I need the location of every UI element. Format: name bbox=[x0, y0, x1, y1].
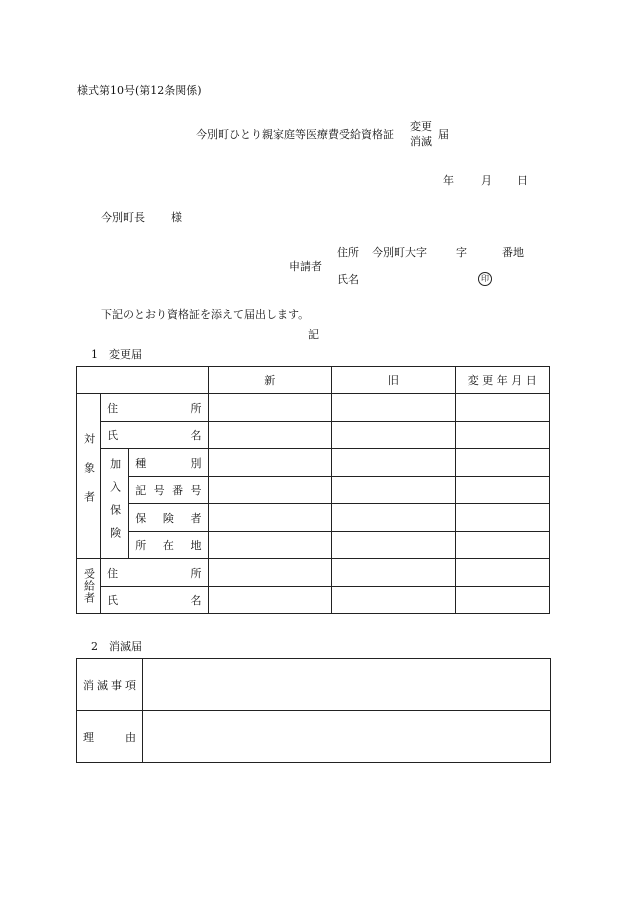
row-address-text: 住 所 bbox=[107, 401, 202, 415]
title-suffix: 届 bbox=[438, 128, 449, 141]
target-group-cell bbox=[77, 394, 101, 559]
ki-label: 記 bbox=[308, 328, 319, 341]
insurance-group-label: 加入保険 bbox=[108, 457, 122, 550]
location-new-cell[interactable] bbox=[208, 532, 332, 559]
row-address-label bbox=[107, 400, 201, 416]
address-old-cell[interactable] bbox=[332, 394, 456, 422]
form-number: 様式第10号(第12条関係) bbox=[77, 84, 202, 97]
r-name-date-cell[interactable] bbox=[455, 587, 549, 614]
row-symbol-label-cell bbox=[129, 477, 208, 504]
statement: 下記のとおり資格証を添えて届出します。 bbox=[101, 308, 310, 321]
r-address-old-cell[interactable] bbox=[332, 559, 456, 587]
target-group-label: 対象者 bbox=[82, 432, 96, 520]
document-title: 今別町ひとり親家庭等医療費受給資格証 bbox=[196, 128, 394, 141]
recipient-group-cell bbox=[77, 559, 101, 614]
date-day: 日 bbox=[517, 174, 528, 187]
insurer-old-cell[interactable] bbox=[332, 504, 456, 532]
section1-heading: 1 変更届 bbox=[91, 348, 142, 361]
applicant-aza: 字 bbox=[456, 246, 467, 259]
type-new-cell[interactable] bbox=[208, 449, 332, 477]
row-insurer-text: 保 険 者 bbox=[135, 511, 202, 525]
row-r-address-text: 住 所 bbox=[107, 566, 202, 580]
row-type-text: 種 別 bbox=[135, 456, 202, 470]
symbol-date-cell[interactable] bbox=[455, 477, 549, 504]
applicant-address-label: 住所 bbox=[337, 246, 359, 259]
r-name-new-cell[interactable] bbox=[208, 587, 332, 614]
name-old-cell[interactable] bbox=[332, 422, 456, 449]
r-address-new-cell[interactable] bbox=[208, 559, 332, 587]
insurance-group-cell bbox=[101, 449, 129, 559]
row-symbol-text: 記 号 番 号 bbox=[135, 484, 202, 497]
title-option-change: 変更 bbox=[410, 120, 432, 133]
row-insurer-label-cell bbox=[129, 504, 208, 532]
row-name-label-cell bbox=[101, 422, 208, 449]
row-reason-text: 理 由 bbox=[83, 730, 136, 744]
row-matter-text: 消 滅 事 項 bbox=[83, 678, 136, 692]
location-old-cell[interactable] bbox=[332, 532, 456, 559]
applicant-name-label: 氏名 bbox=[337, 273, 359, 286]
header-new: 新 bbox=[208, 367, 332, 394]
row-r-name-text: 氏 名 bbox=[107, 594, 202, 607]
name-new-cell[interactable] bbox=[208, 422, 332, 449]
row-reason-label-cell bbox=[77, 711, 143, 763]
address-new-cell[interactable] bbox=[208, 394, 332, 422]
insurer-new-cell[interactable] bbox=[208, 504, 332, 532]
date-month: 月 bbox=[481, 174, 492, 187]
symbol-new-cell[interactable] bbox=[208, 477, 332, 504]
change-table bbox=[76, 366, 550, 614]
r-name-old-cell[interactable] bbox=[332, 587, 456, 614]
section2-heading: 2 消滅届 bbox=[91, 640, 142, 653]
location-date-cell[interactable] bbox=[455, 532, 549, 559]
applicant-label: 申請者 bbox=[289, 260, 322, 273]
row-type-label-cell bbox=[129, 449, 208, 477]
header-old: 旧 bbox=[332, 367, 456, 394]
type-date-cell[interactable] bbox=[455, 449, 549, 477]
name-date-cell[interactable] bbox=[455, 422, 549, 449]
row-name-text: 氏 名 bbox=[107, 429, 202, 442]
row-address-label-cell bbox=[101, 394, 208, 422]
recipient-group-label: 受給者 bbox=[82, 568, 96, 604]
row-location-label-cell bbox=[129, 532, 208, 559]
date-year: 年 bbox=[443, 174, 454, 187]
row-matter-label-cell bbox=[77, 659, 143, 711]
row-r-name-label-cell bbox=[101, 587, 208, 614]
applicant-address-value: 今別町大字 bbox=[372, 246, 427, 259]
header-blank bbox=[77, 367, 209, 394]
matter-value-cell[interactable] bbox=[143, 659, 551, 711]
title-options bbox=[410, 119, 432, 149]
addressee-name: 今別町長 bbox=[101, 211, 145, 224]
applicant-banchi: 番地 bbox=[502, 246, 524, 259]
r-address-date-cell[interactable] bbox=[455, 559, 549, 587]
title-option-cancel: 消滅 bbox=[410, 135, 432, 148]
addressee-honorific: 様 bbox=[171, 211, 182, 224]
insurer-date-cell[interactable] bbox=[455, 504, 549, 532]
reason-value-cell[interactable] bbox=[143, 711, 551, 763]
symbol-old-cell[interactable] bbox=[332, 477, 456, 504]
seal-mark: 印 bbox=[478, 271, 492, 286]
type-old-cell[interactable] bbox=[332, 449, 456, 477]
row-location-text: 所 在 地 bbox=[135, 539, 202, 552]
address-date-cell[interactable] bbox=[455, 394, 549, 422]
header-change-date: 変 更 年 月 日 bbox=[455, 367, 549, 394]
cancel-table bbox=[76, 658, 551, 763]
row-r-address-label-cell bbox=[101, 559, 208, 587]
